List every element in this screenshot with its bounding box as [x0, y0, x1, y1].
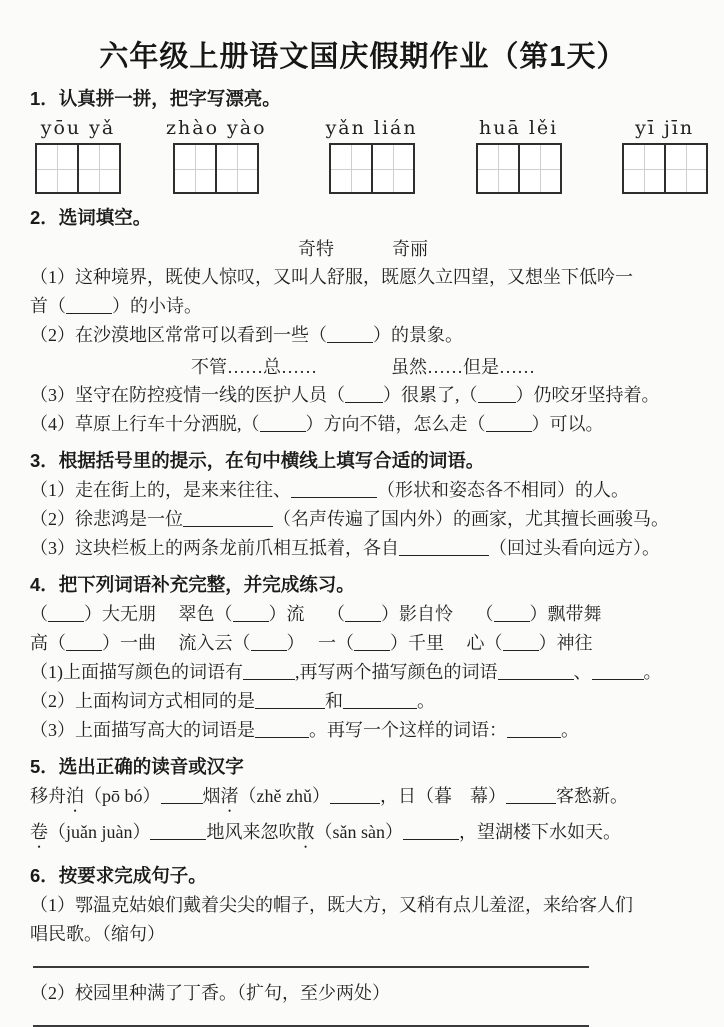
- emphasized-char: 渚: [220, 786, 239, 806]
- fill-in-blank: [343, 690, 417, 709]
- emphasized-char: 卷: [30, 822, 48, 842]
- q6-item1-line1: （1）鄂温克姑娘们戴着尖尖的帽子，既大方，又稍有点儿羞涩，来给客人们: [30, 895, 633, 915]
- fill-in-blank: [66, 632, 102, 651]
- q6-item1-line2: 唱民歌。（缩句）: [30, 924, 165, 944]
- pinyin-block: [166, 117, 267, 194]
- grid-cell: [664, 145, 706, 192]
- conjunction-option: 虽然……但是……: [391, 357, 535, 377]
- writing-grid: [622, 143, 708, 194]
- fill-in-blank: [498, 661, 574, 680]
- pinyin-label: yī jīn: [635, 117, 695, 139]
- fill-in-blank: [291, 479, 377, 498]
- page-title: 六年级上册语文国庆假期作业（第1天）: [99, 41, 627, 73]
- fill-in-blank: [161, 785, 203, 804]
- question-1: [30, 85, 696, 194]
- pinyin-block: [35, 117, 121, 194]
- grid-cell: [215, 145, 257, 192]
- fill-in-blank: [592, 661, 644, 680]
- emphasized-char: 泊: [66, 786, 84, 806]
- question-6: [30, 862, 696, 1027]
- fill-in-blank: [506, 785, 556, 804]
- q6-header: 6．按要求完成句子。: [30, 865, 207, 886]
- fill-in-blank: [251, 632, 287, 651]
- q5-header: 5．选出正确的读音或汉字: [30, 756, 244, 777]
- q5-line2: 卷（juǎn juàn） 地风来忽吹散（sǎn sàn） ，望湖楼下水如天。: [30, 822, 621, 842]
- pinyin-label: huā lěi: [479, 117, 559, 139]
- pinyin-block: [622, 117, 708, 194]
- q2-item1-line2: 首（ ）的小诗。: [30, 296, 202, 316]
- fill-in-blank: [354, 632, 390, 651]
- q4-sub3: （3）上面描写高大的词语是 。再写一个这样的词语： 。: [30, 720, 579, 740]
- q4-sub1: （1)上面描写颜色的词语有 ,再写两个描写颜色的词语 、 。: [30, 662, 662, 682]
- grid-cell: [478, 145, 518, 192]
- writing-grid: [476, 143, 562, 194]
- q2-header: 2．选词填空。: [30, 207, 152, 228]
- pinyin-block: [326, 117, 418, 194]
- q4-sub2: （2）上面构词方式相同的是 和 。: [30, 691, 435, 711]
- fill-in-blank: [243, 661, 295, 680]
- q3-item2: （2）徐悲鸿是一位 （名声传遍了国内外）的画家，尤其擅长画骏马。: [30, 509, 669, 529]
- fill-in-blank: [345, 384, 383, 403]
- fill-in-blank: [399, 537, 489, 556]
- grid-cell: [518, 145, 560, 192]
- fill-in-blank: [150, 821, 206, 840]
- fill-in-blank: [345, 603, 381, 622]
- pinyin-label: yōu yǎ: [40, 117, 116, 139]
- pinyin-block: [476, 117, 562, 194]
- question-5: [30, 753, 696, 852]
- pinyin-label: yǎn lián: [325, 117, 418, 139]
- q4-idiom-row2: 高（ ）一曲 流入云（ ） 一（ ）千里 心（ ）神往: [30, 633, 593, 653]
- q4-idiom-row1: （ ）大无朋 翠色（ ）流 （ ）影自怜 （ ）飘带舞: [30, 604, 602, 624]
- q3-header: 3．根据括号里的提示，在句中横线上填写合适的词语。: [30, 450, 485, 471]
- q1-header: 1．认真拼一拼，把字写漂亮。: [30, 88, 281, 109]
- fill-in-blank: [507, 719, 561, 738]
- fill-in-blank: [255, 690, 325, 709]
- fill-in-blank: [183, 508, 273, 527]
- q6-item2: （2）校园里种满了丁香。（扩句，至少两处）: [30, 983, 390, 1003]
- emphasized-char: 散: [296, 822, 315, 842]
- word-bank-option: 奇丽: [392, 239, 428, 259]
- fill-in-blank: [233, 603, 269, 622]
- q2-item4: （4）草原上行车十分洒脱,（ ）方向不错，怎么走（ ）可以。: [30, 414, 604, 434]
- question-2: [30, 204, 696, 437]
- fill-in-blank: [327, 324, 373, 343]
- q2-item1-line1: （1）这种境界，既使人惊叹，又叫人舒服，既愿久立四望，又想坐下低吟一: [30, 267, 633, 287]
- fill-in-blank: [486, 413, 532, 432]
- word-bank: [30, 235, 696, 261]
- fill-in-blank: [330, 785, 380, 804]
- q2-item2: （2）在沙漠地区常常可以看到一些（ ）的景象。: [30, 325, 463, 345]
- q2-item3: （3）坚守在防控疫情一线的医护人员（ ）很累了,（ ）仍咬牙坚持着。: [30, 385, 660, 405]
- fill-in-blank: [403, 821, 459, 840]
- fill-in-blank: [48, 603, 84, 622]
- grid-cell: [331, 145, 371, 192]
- conjunction-option: 不管……总……: [191, 357, 317, 377]
- question-4: [30, 571, 696, 743]
- grid-cell: [624, 145, 664, 192]
- grid-cell: [175, 145, 215, 192]
- fill-in-blank: [260, 413, 306, 432]
- grid-cell: [37, 145, 77, 192]
- q3-item1: （1）走在街上的，是来来往往、 （形状和姿态各不相同）的人。: [30, 480, 629, 500]
- pinyin-grid-row: [35, 117, 696, 194]
- writing-grid: [173, 143, 259, 194]
- writing-grid: [35, 143, 121, 194]
- fill-in-blank: [255, 719, 309, 738]
- grid-cell: [77, 145, 119, 192]
- q5-line1: 移舟泊（pō bó） 烟渚（zhě zhǔ） ，日（暮 幕） 客愁新。: [30, 786, 628, 806]
- fill-in-blank: [478, 384, 516, 403]
- q3-item3: （3）这块栏板上的两条龙前爪相互抵着，各自 （回过头看向远方）。: [30, 538, 660, 558]
- question-3: [30, 447, 696, 561]
- writing-grid: [329, 143, 415, 194]
- answer-line: [33, 966, 589, 968]
- fill-in-blank: [66, 295, 112, 314]
- fill-in-blank: [494, 603, 530, 622]
- q4-header: 4．把下列词语补充完整，并完成练习。: [30, 574, 355, 595]
- pinyin-label: zhào yào: [166, 117, 267, 139]
- grid-cell: [371, 145, 413, 192]
- fill-in-blank: [503, 632, 539, 651]
- word-bank-option: 奇特: [298, 239, 334, 259]
- conjunction-bank: [30, 353, 696, 379]
